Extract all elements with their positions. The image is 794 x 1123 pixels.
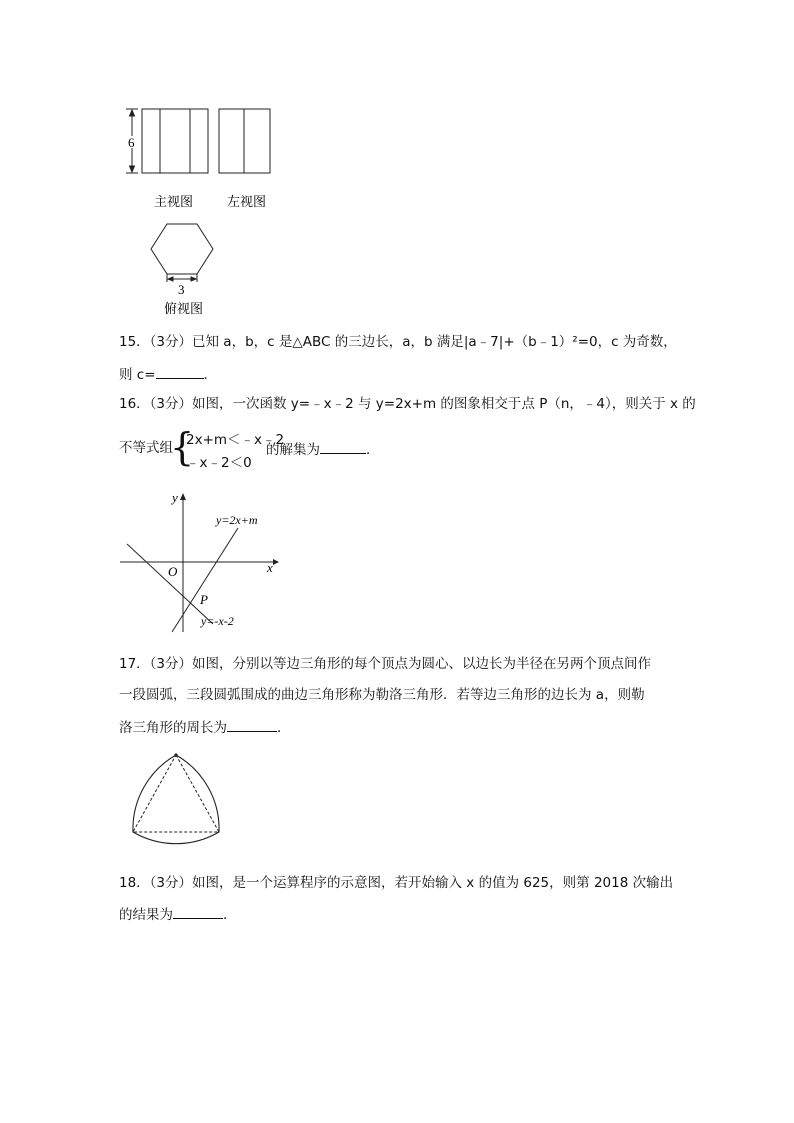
q15-answer-blank xyxy=(156,364,204,379)
q18-line2-suffix: ． xyxy=(223,907,237,923)
q16-answer-blank xyxy=(320,439,366,454)
origin-label: O xyxy=(168,564,178,579)
inner-equilateral-triangle xyxy=(133,755,219,832)
q17-line3-suffix: ． xyxy=(277,720,291,736)
top-view-label: 俯视图 xyxy=(164,302,204,317)
inequality-1: 2x+m＜﹣x﹣2 xyxy=(186,432,285,448)
reuleaux-triangle-figure xyxy=(120,748,230,858)
q17-line3 xyxy=(119,717,291,737)
line-y-neg-x-minus-2 xyxy=(127,544,213,624)
q17-answer-blank xyxy=(227,717,277,732)
left-view xyxy=(219,109,270,173)
line1-label: y=2x+m xyxy=(216,513,258,527)
inequality-2: ﹣x﹣2＜0 xyxy=(186,455,252,471)
reuleaux-outline xyxy=(133,755,219,844)
q18-line1: 18．（3分）如图，是一个运算程序的示意图，若开始输入 x 的值为 625，则第 2018 次输出 xyxy=(119,875,674,891)
q17-line2: 一段圆弧，三段圆弧围成的曲边三角形称为勒洛三角形．若等边三角形的边长为 a，则勒 xyxy=(119,687,645,703)
x-axis-label: x xyxy=(267,560,273,575)
q18-answer-blank xyxy=(173,904,223,919)
top-view-hexagon xyxy=(151,224,213,274)
q15-line2 xyxy=(119,364,217,384)
q15-line1: 15．（3分）已知 a，b，c 是△ABC 的三边长，a，b 满足|a﹣7|+（b﹣1）²=0，c 为奇数， xyxy=(119,334,677,350)
front-view xyxy=(142,109,208,173)
q16-end: ． xyxy=(366,442,380,458)
q16-graph xyxy=(115,488,285,638)
q18-line2 xyxy=(119,904,237,924)
point-p-label: P xyxy=(200,592,208,607)
q15-line2-suffix: ． xyxy=(203,367,218,383)
q16-line2-rest xyxy=(266,439,380,459)
q16-line2-suffix: 的解集为 xyxy=(266,442,320,458)
height-dim-label: 6 xyxy=(128,135,135,150)
x-axis-arrow xyxy=(273,559,279,565)
line2-label: y=-x-2 xyxy=(201,614,234,628)
front-view-label: 主视图 xyxy=(154,195,194,210)
y-axis-arrow xyxy=(180,493,186,500)
system-brace: { xyxy=(170,425,195,469)
side-dimension xyxy=(167,274,197,282)
q15-line2-prefix: 则 c= xyxy=(119,367,156,383)
three-views-figure xyxy=(118,100,298,320)
q17-line3-prefix: 洛三角形的周长为 xyxy=(119,720,227,736)
y-axis-label: y xyxy=(172,490,178,505)
q16-line2-prefix: 不等式组 xyxy=(119,440,173,456)
vertex-dot xyxy=(174,753,177,756)
q17-line1: 17．（3分）如图，分别以等边三角形的每个顶点为圆心、以边长为半径在另两个顶点间作 xyxy=(119,656,652,672)
side-dim-label: 3 xyxy=(178,282,185,297)
q16-line1: 16．（3分）如图，一次函数 y=﹣x﹣2 与 y=2x+m 的图象相交于点 P（n，﹣4），则关于 x 的 xyxy=(119,396,696,412)
q18-line2-prefix: 的结果为 xyxy=(119,907,173,923)
left-view-label: 左视图 xyxy=(227,195,267,210)
